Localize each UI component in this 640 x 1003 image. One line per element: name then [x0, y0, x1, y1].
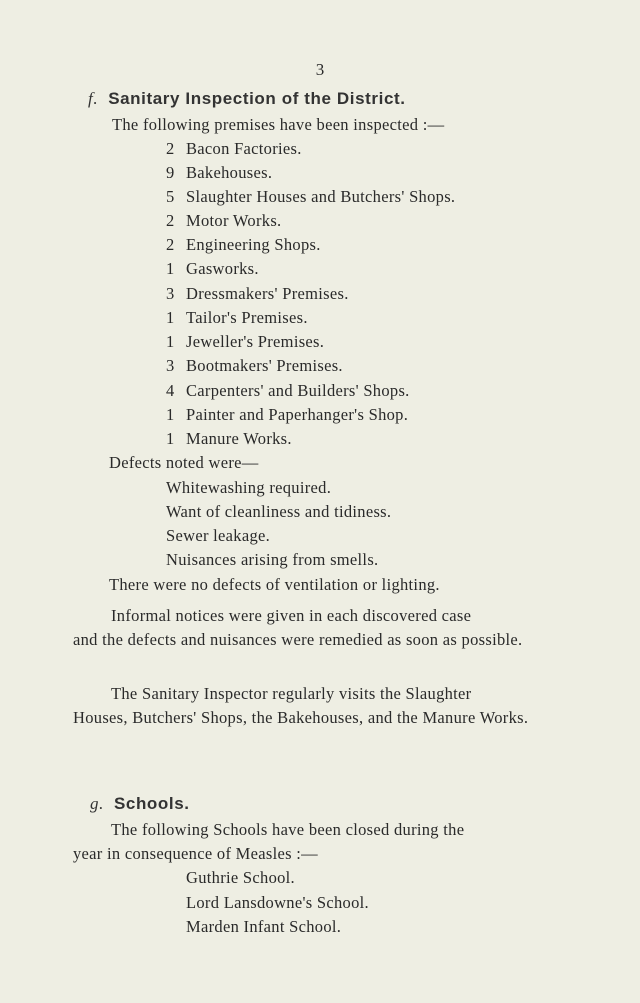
- list-item: Whitewashing required.: [166, 478, 332, 497]
- list-item: Sewer leakage.: [166, 526, 271, 545]
- premise-label: Tailor's Premises.: [186, 308, 308, 327]
- premise-label: Motor Works.: [186, 211, 282, 230]
- list-item: Want of cleanliness and tidiness.: [166, 502, 392, 521]
- list-item: [166, 187, 455, 207]
- list-item: [166, 284, 349, 304]
- premises-intro: The following premises have been inspected :—: [112, 115, 445, 134]
- premise-label: Painter and Paperhanger's Shop.: [186, 405, 409, 424]
- page-number: 3: [315, 60, 325, 79]
- paragraph-text: Houses, Butchers' Shops, the Bakehouses, and the Manure Works.: [73, 708, 529, 727]
- premise-count: 1: [166, 259, 175, 278]
- list-item: [166, 163, 272, 183]
- premise-label: Bootmakers' Premises.: [186, 356, 343, 375]
- inspector-visits-paragraph: [73, 682, 573, 730]
- list-item: Nuisances arising from smells.: [166, 550, 379, 569]
- premise-count: 2: [166, 139, 175, 158]
- premise-label: Manure Works.: [186, 429, 292, 448]
- list-item: Lord Lansdowne's School.: [186, 893, 369, 912]
- premise-label: Engineering Shops.: [186, 235, 321, 254]
- premise-count: 3: [166, 284, 175, 303]
- schools-paragraph: [73, 818, 573, 866]
- section-f-heading: [88, 89, 406, 109]
- premise-count: 9: [166, 163, 175, 182]
- list-item: Marden Infant School.: [186, 917, 342, 936]
- premise-count: 1: [166, 332, 175, 351]
- premise-count: 4: [166, 381, 175, 400]
- informal-notices-paragraph: [73, 604, 573, 652]
- premise-count: 2: [166, 211, 175, 230]
- premise-label: Bakehouses.: [186, 163, 273, 182]
- no-defects-line: There were no defects of ventilation or lighting.: [109, 575, 440, 594]
- paragraph-line: The following Schools have been closed during the: [111, 820, 465, 839]
- list-item: [166, 308, 308, 328]
- section-g-letter: g.: [90, 794, 104, 813]
- paragraph-text: year in consequence of Measles :—: [73, 844, 318, 863]
- premise-count: 5: [166, 187, 175, 206]
- list-item: [166, 139, 302, 159]
- list-item: [166, 405, 408, 425]
- paragraph-text: and the defects and nuisances were remedied as soon as possible.: [73, 630, 523, 649]
- premise-label: Dressmakers' Premises.: [186, 284, 349, 303]
- premise-label: Slaughter Houses and Butchers' Shops.: [186, 187, 456, 206]
- list-item: [166, 235, 321, 255]
- premise-count: 1: [166, 429, 175, 448]
- list-item: [166, 332, 324, 352]
- list-item: Guthrie School.: [186, 868, 295, 887]
- premise-count: 1: [166, 405, 175, 424]
- premise-label: Bacon Factories.: [186, 139, 302, 158]
- section-g-heading: [90, 794, 190, 814]
- premise-count: 1: [166, 308, 175, 327]
- defects-intro: Defects noted were—: [109, 453, 259, 472]
- section-f-title: Sanitary Inspection of the District.: [108, 89, 406, 108]
- premise-count: 2: [166, 235, 175, 254]
- list-item: [166, 259, 259, 279]
- premise-count: 3: [166, 356, 175, 375]
- premise-label: Carpenters' and Builders' Shops.: [186, 381, 410, 400]
- premise-label: Jeweller's Premises.: [186, 332, 325, 351]
- section-f-letter: f.: [88, 89, 99, 108]
- paragraph-line: Informal notices were given in each discovered case: [111, 606, 472, 625]
- section-g-title: Schools.: [113, 794, 190, 813]
- paragraph-line: The Sanitary Inspector regularly visits the Slaughter: [111, 684, 472, 703]
- premise-label: Gasworks.: [186, 259, 259, 278]
- list-item: [166, 429, 292, 449]
- list-item: [166, 356, 343, 376]
- list-item: [166, 381, 410, 401]
- list-item: [166, 211, 281, 231]
